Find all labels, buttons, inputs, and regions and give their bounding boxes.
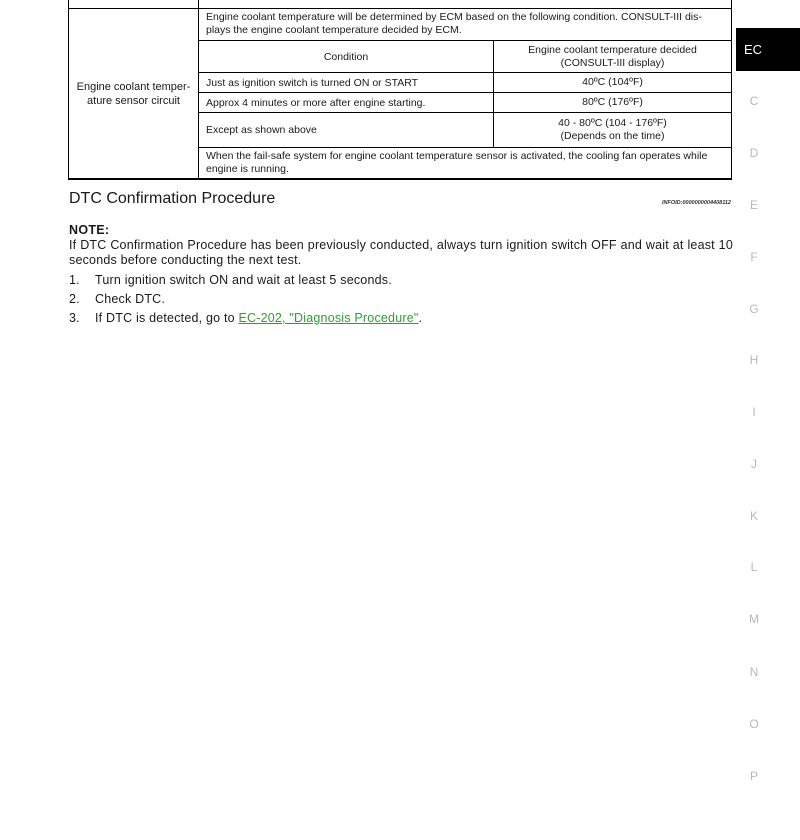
step-text-prefix: If DTC is detected, go to: [95, 311, 239, 325]
table-border-left: [68, 0, 69, 8]
tab-m[interactable]: M: [749, 612, 759, 626]
value-subtext: (Depends on the time): [560, 130, 665, 142]
header-condition: Condition: [199, 41, 494, 72]
value-cell: 40ºC (104ºF): [582, 76, 643, 88]
tab-f[interactable]: F: [750, 250, 758, 264]
step-number: 2.: [69, 292, 80, 306]
step-number: 3.: [69, 311, 80, 325]
table-border-right: [731, 0, 732, 8]
table-row: [68, 8, 732, 178]
condition-cell: Approx 4 minutes or more after engine starting.: [199, 93, 494, 112]
row-content: [199, 9, 731, 178]
note-text: If DTC Confirmation Procedure has been previously conducted, always turn ignition switch OFF and wait at least 10 seconds before conducting the next test.: [69, 238, 733, 267]
side-index: [736, 0, 800, 840]
tab-k[interactable]: K: [749, 509, 758, 523]
step-text-suffix: .: [418, 311, 423, 325]
condition-cell: Except as shown above: [199, 113, 494, 147]
value-cell: 80ºC (176ºF): [582, 96, 643, 108]
table-intro-text: Engine coolant temperature will be determined by ECM based on the following condition. CONSULT-III dis- plays the engine coolant temperature decided by ECM.: [199, 9, 731, 41]
inner-table-row: [199, 73, 731, 93]
value-cell: [494, 113, 731, 147]
tab-j[interactable]: J: [751, 457, 757, 471]
tab-p[interactable]: P: [749, 769, 758, 783]
tab-g[interactable]: G: [749, 302, 759, 316]
value-text: 40 - 80ºC (104 - 176ºF): [558, 117, 667, 129]
tab-l[interactable]: L: [750, 560, 758, 574]
inner-table-row: [199, 113, 731, 148]
tab-c[interactable]: C: [749, 94, 759, 108]
tab-i[interactable]: I: [752, 405, 756, 419]
info-id: INFOID:0000000004408112: [661, 200, 731, 206]
tab-h[interactable]: H: [749, 353, 759, 367]
inner-table-row: [199, 93, 731, 113]
tab-o[interactable]: O: [749, 717, 759, 731]
note-label: NOTE:: [69, 223, 110, 237]
section-title: DTC Confirmation Procedure: [69, 190, 276, 207]
fail-safe-table: [68, 8, 732, 180]
procedure-steps: [69, 273, 422, 330]
tab-ec[interactable]: EC: [736, 28, 800, 71]
row-label: Engine coolant temper- ature sensor circuit: [69, 9, 199, 178]
table-border-divider: [198, 0, 199, 8]
inner-table-header: [199, 41, 731, 73]
step-text: Check DTC.: [95, 292, 166, 306]
step-text: [95, 311, 422, 330]
step-number: 1.: [69, 273, 80, 287]
tab-e[interactable]: E: [749, 198, 758, 212]
list-item: [69, 292, 422, 311]
condition-cell: Just as ignition switch is turned ON or START: [199, 73, 494, 92]
tab-d[interactable]: D: [749, 146, 759, 160]
table-footer-text: When the fail-safe system for engine coolant temperature sensor is activated, the cooling fan operates while engine is running.: [206, 150, 708, 175]
step-text: Turn ignition switch ON and wait at least 5 seconds.: [95, 273, 392, 287]
header-decided: Engine coolant temperature decided (CONSULT-III display): [528, 43, 697, 69]
table-top-edge: [68, 0, 732, 8]
diagnosis-procedure-link[interactable]: EC-202, "Diagnosis Procedure": [238, 311, 419, 325]
list-item: [69, 311, 422, 330]
list-item: [69, 273, 422, 292]
tab-n[interactable]: N: [749, 665, 759, 679]
